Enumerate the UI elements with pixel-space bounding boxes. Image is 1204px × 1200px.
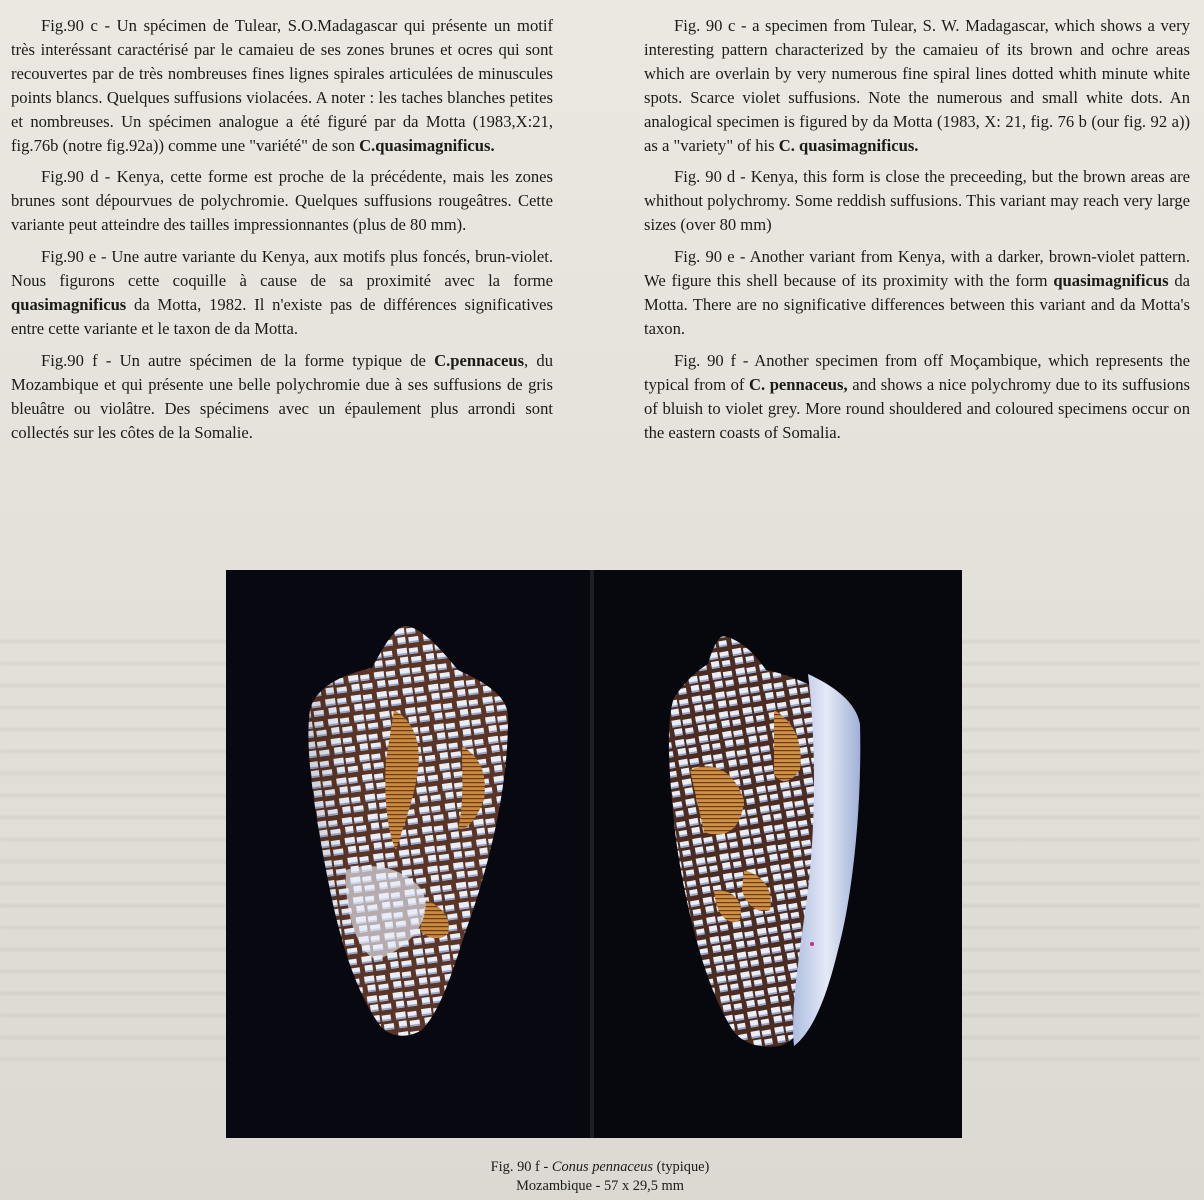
shell-photograph xyxy=(226,570,962,1138)
cone-shell-dorsal-image xyxy=(226,570,590,1138)
english-paragraph-90f: Fig. 90 f - Another specimen from off Moçambique, which represents the typical from of C. pennaceus, and shows a nice polychromy due to its suffusions of bluish to violet grey. More round shouldered and coloured specimens occur on the eastern coasts of Somalia. xyxy=(644,350,1190,442)
show-through-text-right xyxy=(955,640,1200,1060)
french-paragraph-90c: Fig.90 c - Un spécimen de Tulear, S.O.Madagascar qui présente un motif très interéssant caractérisé par le camaieu de ses zones brunes et ocres qui sont recouvertes par de très nombreuses fines lignes spirales articulées de minuscules points blancs. Quelques suffusions violacées. A noter : les taches blanches petites et nombreuses. Un spécimen analogue a été figuré par da Motta (1983,X:21, fig.76b (notre fig.92a)) comme une "variété" de son C.quasimagnificus. xyxy=(11,16,553,155)
french-paragraph-90e: Fig.90 e - Une autre variante du Kenya, aux motifs plus foncés, brun-violet. Nous figurons cette coquille à cause de sa proximité avec la forme quasimagnificus da Motta, 1982. Il n'existe pas de différences significatives entre cette variante et le taxon de da Motta. xyxy=(11,247,553,338)
french-paragraph-90d: Fig.90 d - Kenya, cette forme est proche de la précédente, mais les zones brunes sont dépourvues de polychromie. Quelques suffusions rougeâtres. Cette variante peut atteindre des tailles impressionnantes (plus de 80 mm). xyxy=(11,167,553,235)
french-column xyxy=(11,14,553,452)
caption-line-1: Fig. 90 f - Conus pennaceus (typique) xyxy=(490,1159,710,1175)
english-paragraph-90e: Fig. 90 e - Another variant from Kenya, with a darker, brown-violet pattern. We figure this shell because of its proximity with the form quasimagnificus da Motta. There are no significative differences between this variant and da Motta's taxon. xyxy=(644,247,1191,338)
english-paragraph-90c: Fig. 90 c - a specimen from Tulear, S. W. Madagascar, which shows a very interesting pattern characterized by the camaieu of its brown and ochre areas which are overlain by very numerous fine spiral lines dotted whith minute white spots. Scarce violet suffusions. Note the numerous and small white dots. An analogical specimen is figured by da Motta (1983, X: 21, fig. 76 b (our fig. 92 a)) as a "variety" of his C. quasimagnificus. xyxy=(644,16,1190,155)
shell-dorsal-view-panel xyxy=(226,570,590,1138)
cone-shell-ventral-image xyxy=(594,570,962,1138)
show-through-text-left xyxy=(0,640,230,1060)
figure-caption xyxy=(300,1158,900,1196)
english-column xyxy=(644,14,1190,452)
shell-ventral-view-panel xyxy=(594,570,962,1138)
english-paragraph-90d: Fig. 90 d - Kenya, this form is close the preceeding, but the brown areas are whithout polychromy. Some reddish suffusions. This variant may reach very large sizes (over 80 mm) xyxy=(644,167,1190,235)
caption-line-2: Mozambique - 57 x 29,5 mm xyxy=(516,1178,684,1194)
french-paragraph-90f: Fig.90 f - Un autre spécimen de la forme typique de C.pennaceus, du Mozambique et qui présente une belle polychromie due à ses suffusions de gris bleuâtre ou violâtre. Des spécimens avec un épaulement plus arrondi sont collectés sur les côtes de la Somalie. xyxy=(11,350,553,442)
